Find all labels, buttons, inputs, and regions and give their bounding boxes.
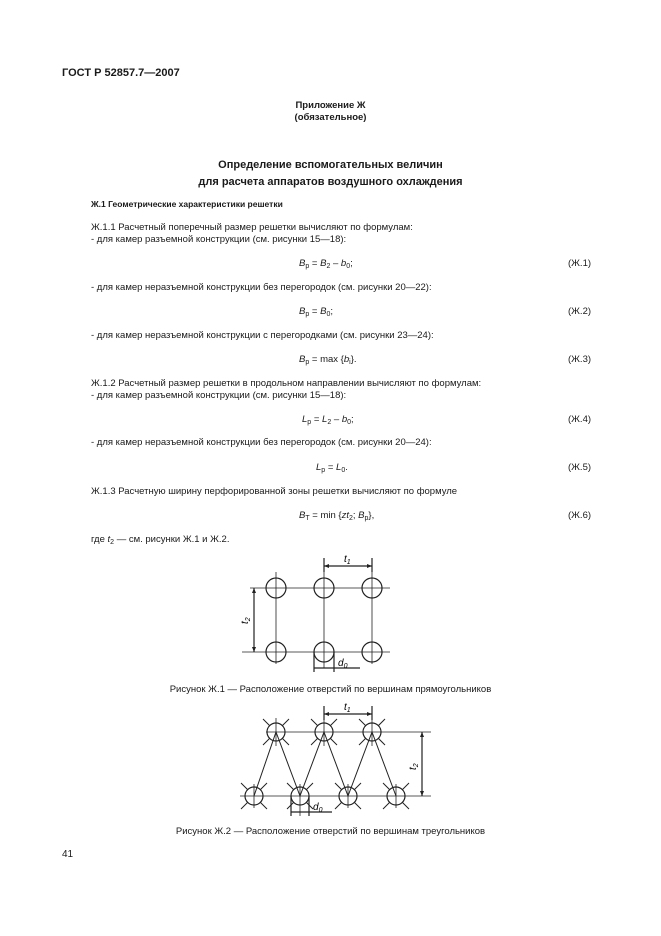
section-title	[0, 157, 661, 191]
page-number: 41	[62, 849, 74, 860]
formula-5: $L_р = L_0$.	[316, 462, 348, 474]
paragraph-1-1a: - для камер разъемной конструкции (см. рисунки 15—18):	[91, 234, 347, 245]
equation-number-6: (Ж.6)	[568, 510, 592, 521]
appendix-title: Приложение Ж	[295, 100, 366, 111]
paragraph-1-1: Ж.1.1 Расчетный поперечный размер решетки вычисляют по формулам:	[91, 222, 413, 233]
fig2-hole-tick	[378, 738, 385, 745]
fig2-hole-tick	[241, 783, 248, 790]
fig2-hole-tick	[402, 783, 409, 790]
paragraph-1-2: Ж.1.2 Расчетный размер решетки в продольном направлении вычисляют по формулам:	[91, 378, 482, 389]
fig2-label-t1: $t_1$	[344, 702, 351, 714]
fig2-hole-tick	[330, 719, 337, 726]
formula-2: $B_р = B_0$;	[299, 306, 333, 318]
fig2-zigzag	[254, 732, 396, 796]
fig2-arrow	[420, 791, 424, 796]
fig2-hole-tick	[311, 738, 318, 745]
fig2-arrow	[324, 712, 329, 716]
fig1-arrow	[252, 647, 256, 652]
fig2-hole-tick	[306, 783, 313, 790]
formula-4: $L_р = L_2 - b_0$;	[302, 414, 354, 426]
equation-number-5: (Ж.5)	[568, 462, 592, 473]
formula-3: $B_р = \max \{b_i\}$.	[299, 354, 357, 366]
paragraph-1-2a: - для камер разъемной конструкции (см. рисунки 15—18):	[91, 390, 347, 401]
fig1-label-t2: $t_2$	[240, 617, 252, 624]
equation-number-1: (Ж.1)	[568, 258, 592, 269]
fig2-hole-tick	[354, 783, 361, 790]
fig2-hole-tick	[241, 802, 248, 809]
equation-number-3: (Ж.3)	[568, 354, 592, 365]
fig2-hole-tick	[335, 802, 342, 809]
fig1-arrow	[252, 588, 256, 593]
where-note: где $t_2$ — см. рисунки Ж.1 и Ж.2.	[91, 534, 230, 546]
fig2-hole-tick	[330, 738, 337, 745]
fig2-hole-tick	[263, 738, 270, 745]
figure-2-triangular-layout	[236, 698, 436, 824]
equation-number-2: (Ж.2)	[568, 306, 592, 317]
fig2-hole-tick	[287, 783, 294, 790]
figure-2-caption: Рисунок Ж.2 — Расположение отверстий по вершинам треугольников	[175, 826, 486, 837]
fig2-hole-tick	[263, 719, 270, 726]
fig2-hole-tick	[311, 719, 318, 726]
paragraph-1-1b: - для камер неразъемной конструкции без перегородок (см. рисунки 20—22):	[91, 282, 432, 293]
fig2-hole-tick	[282, 738, 289, 745]
fig2-hole-tick	[383, 783, 390, 790]
fig2-hole-tick	[354, 802, 361, 809]
fig2-label-t2: $t_2$	[408, 763, 420, 770]
fig2-hole-tick	[378, 719, 385, 726]
equation-number-4: (Ж.4)	[568, 414, 592, 425]
paragraph-1-3: Ж.1.3 Расчетную ширину перфорированной зоны решетки вычисляют по формуле	[91, 486, 458, 497]
figure-1-caption: Рисунок Ж.1 — Расположение отверстий по вершинам прямоугольников	[169, 684, 492, 695]
fig2-hole-tick	[282, 719, 289, 726]
fig1-label-t1: $t_1$	[344, 554, 351, 566]
fig2-hole-tick	[335, 783, 342, 790]
fig2-hole-tick	[402, 802, 409, 809]
fig2-hole-tick	[383, 802, 390, 809]
fig2-hole-tick	[359, 719, 366, 726]
fig2-arrow	[367, 712, 372, 716]
paragraph-1-1c: - для камер неразъемной конструкции с перегородками (см. рисунки 23—24):	[91, 330, 434, 341]
document-header: ГОСТ Р 52857.7—2007	[62, 67, 180, 79]
fig2-hole-tick	[359, 738, 366, 745]
formula-1: $B_р = B_2 - b_0$;	[299, 258, 353, 270]
fig1-arrow	[367, 564, 372, 568]
fig1-arrow	[324, 564, 329, 568]
fig2-hole-tick	[260, 802, 267, 809]
paragraph-1-2b: - для камер неразъемной конструкции без перегородок (см. рисунки 20—24):	[91, 437, 432, 448]
fig2-label-d0: $d_0$	[313, 802, 323, 814]
appendix-status: (обязательное)	[294, 112, 367, 123]
section-title-line2: для расчета аппаратов воздушного охлаждения	[198, 176, 463, 188]
section-title-line1: Определение вспомогательных величин	[218, 159, 443, 171]
figure-1-rectangular-layout	[230, 548, 410, 678]
fig2-hole-tick	[260, 783, 267, 790]
formula-6: $B_Т = \min \{zt_2$; $B_р$},	[299, 510, 375, 522]
fig2-arrow	[420, 732, 424, 737]
fig1-label-d0: $d_0$	[338, 658, 348, 670]
subsection-title: Ж.1 Геометрические характеристики решетки	[91, 199, 283, 209]
